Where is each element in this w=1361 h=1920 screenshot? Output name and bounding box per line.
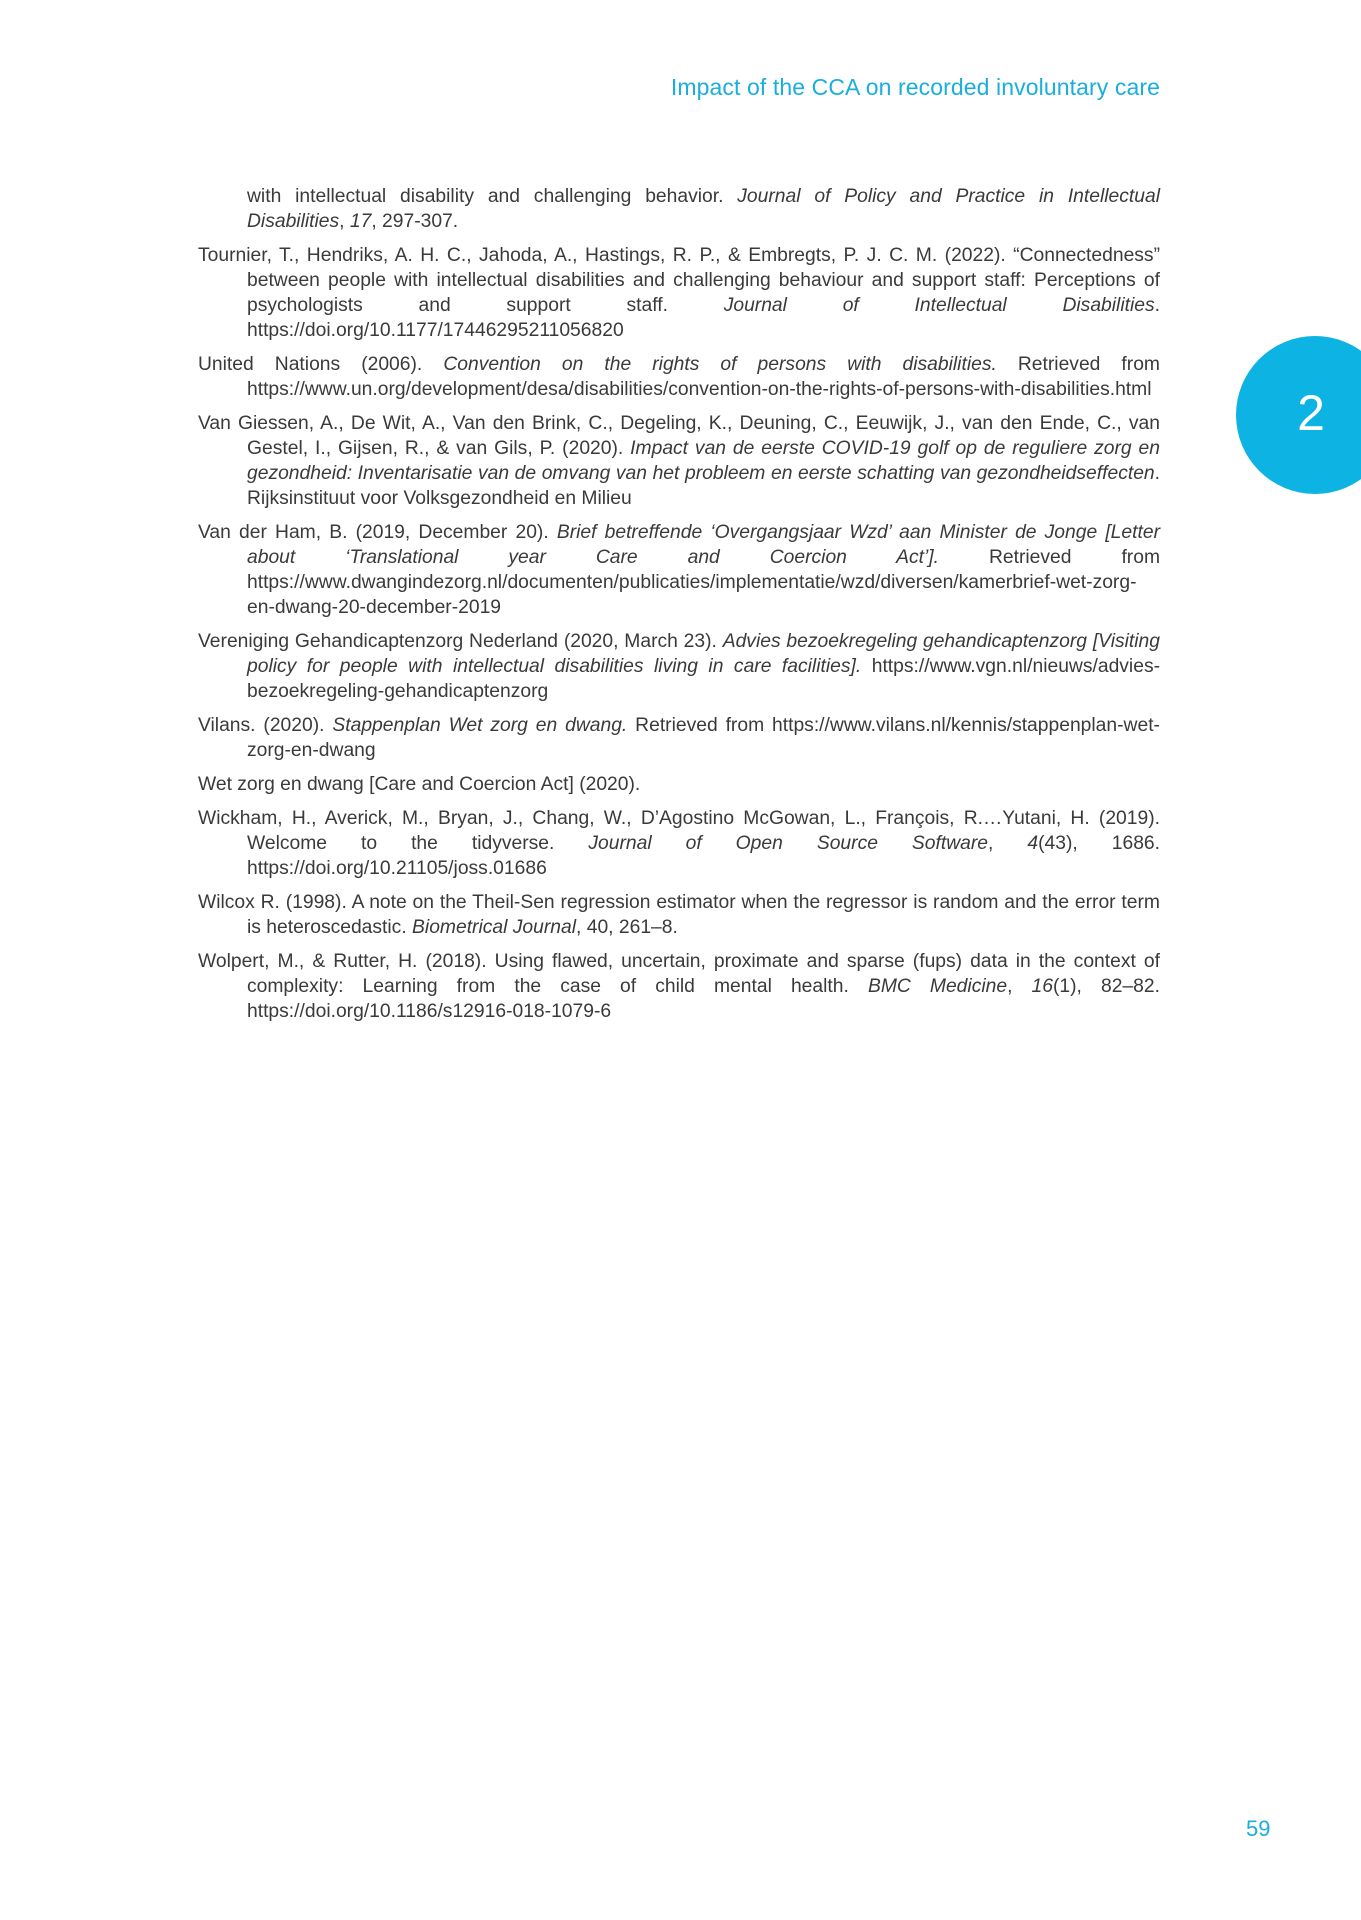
reference-text: , xyxy=(1007,976,1032,997)
reference-text: , xyxy=(988,833,1028,854)
reference-italic-text: 4 xyxy=(1027,833,1039,854)
reference-text: Wolpert, M., & Rutter, H. (2018). Using flawed, uncertain, proximate and sparse (fups) data in the context of complexity: Learning from the case of child mental health. xyxy=(198,951,1160,997)
reference-text: Wet zorg en dwang [Care and Coercion Act] (2020). xyxy=(198,774,641,795)
reference-text: , xyxy=(339,211,350,232)
reference-text: with intellectual disability and challenging behavior. xyxy=(247,186,738,207)
reference-italic-text: 16 xyxy=(1031,976,1053,997)
reference-italic-text: Advies bezoekregeling gehandicaptenzorg [Visiting policy for people with intellectual disabilities living in care facilities]. xyxy=(247,631,1160,677)
reference-text: (1), 82–82. https://doi.org/10.1186/s12916-018-1079-6 xyxy=(247,976,1160,1022)
reference-italic-text: Journal of Open Source Software xyxy=(588,833,989,854)
reference-text: , 297-307. xyxy=(371,211,459,232)
reference-italic-text: Stappenplan Wet zorg en dwang. xyxy=(332,715,628,736)
reference-text: Wickham, H., Averick, M., Bryan, J., Chang, W., D’Agostino McGowan, L., François, R.…Yutani, H. (2019). Welcome to the tidyverse. xyxy=(198,808,1160,854)
running-header-title: Impact of the CCA on recorded involuntary care xyxy=(670,74,1160,100)
reference-text: Retrieved from https://www.dwangindezorg.nl/documenten/publicaties/implementatie/wzd/diversen/kamerbrief-wet-zorg-en-dwang-20-december-2019 xyxy=(247,547,1161,618)
reference-entry xyxy=(198,243,1160,343)
reference-text: https://www.vgn.nl/nieuws/advies-bezoekregeling-gehandicaptenzorg xyxy=(247,656,1161,702)
reference-entry xyxy=(198,184,1160,234)
chapter-tab xyxy=(1236,336,1361,494)
reference-entry xyxy=(198,806,1160,881)
reference-italic-text: Brief betreffende ‘Overgangsjaar Wzd’ aan Minister de Jonge [Letter about ‘Translational year Care and Coercion Act’]. xyxy=(247,522,1160,568)
reference-list xyxy=(198,184,1160,1033)
reference-text: . Rijksinstituut voor Volksgezondheid en Milieu xyxy=(247,463,1160,509)
reference-text: Retrieved from https://www.un.org/development/desa/disabilities/convention-on-the-rights-of-persons-with-disabilities.html xyxy=(247,354,1160,400)
reference-text: Retrieved from https://www.vilans.nl/kennis/stappenplan-wet-zorg-en-dwang xyxy=(247,715,1160,761)
reference-entry xyxy=(198,949,1160,1024)
reference-text: , 40, 261–8. xyxy=(576,917,678,938)
reference-text: Vilans. (2020). xyxy=(198,715,333,736)
reference-entry xyxy=(198,890,1160,940)
reference-entry xyxy=(198,411,1160,511)
page-number: 59 xyxy=(1246,1816,1271,1841)
reference-entry xyxy=(198,772,1160,797)
reference-text: United Nations (2006). xyxy=(198,354,444,375)
reference-italic-text: Journal of Intellectual Disabilities xyxy=(723,295,1155,316)
reference-italic-text: Biometrical Journal xyxy=(412,917,577,938)
reference-italic-text: 17 xyxy=(349,211,372,232)
reference-entry xyxy=(198,352,1160,402)
reference-text: Van der Ham, B. (2019, December 20). xyxy=(198,522,557,543)
reference-text: Van Giessen, A., De Wit, A., Van den Brink, C., Degeling, K., Deuning, C., Eeuwijk, J., van den Ende, C., van Gestel, I., Gijsen, R., & van Gils, P. (2020). xyxy=(198,413,1160,459)
reference-entry xyxy=(198,713,1160,763)
reference-text: Vereniging Gehandicaptenzorg Nederland (2020, March 23). xyxy=(198,631,723,652)
reference-text: Wilcox R. (1998). A note on the Theil-Sen regression estimator when the regressor is random and the error term is heteroscedastic. xyxy=(198,892,1160,938)
reference-entry xyxy=(198,520,1160,620)
reference-text: . https://doi.org/10.1177/17446295211056820 xyxy=(247,295,1160,341)
reference-italic-text: Journal of Policy and Practice in Intellectual Disabilities xyxy=(247,186,1160,232)
reference-text: Tournier, T., Hendriks, A. H. C., Jahoda, A., Hastings, R. P., & Embregts, P. J. C. M. (2022). “Connectedness” between people with intellectual disabilities and challenging behaviour and support staff: Perceptions of psychologists and support staff. xyxy=(198,245,1160,316)
reference-italic-text: BMC Medicine xyxy=(867,976,1008,997)
reference-italic-text: Impact van de eerste COVID-19 golf op de reguliere zorg en gezondheid: Inventarisatie van de omvang van het probleem en eerste schatting van gezondheidseffecten xyxy=(247,438,1160,484)
reference-text: (43), 1686. https://doi.org/10.21105/joss.01686 xyxy=(247,833,1160,879)
chapter-number: 2 xyxy=(1297,385,1325,441)
reference-italic-text: Convention on the rights of persons with disabilities. xyxy=(443,354,997,375)
reference-entry xyxy=(198,629,1160,704)
